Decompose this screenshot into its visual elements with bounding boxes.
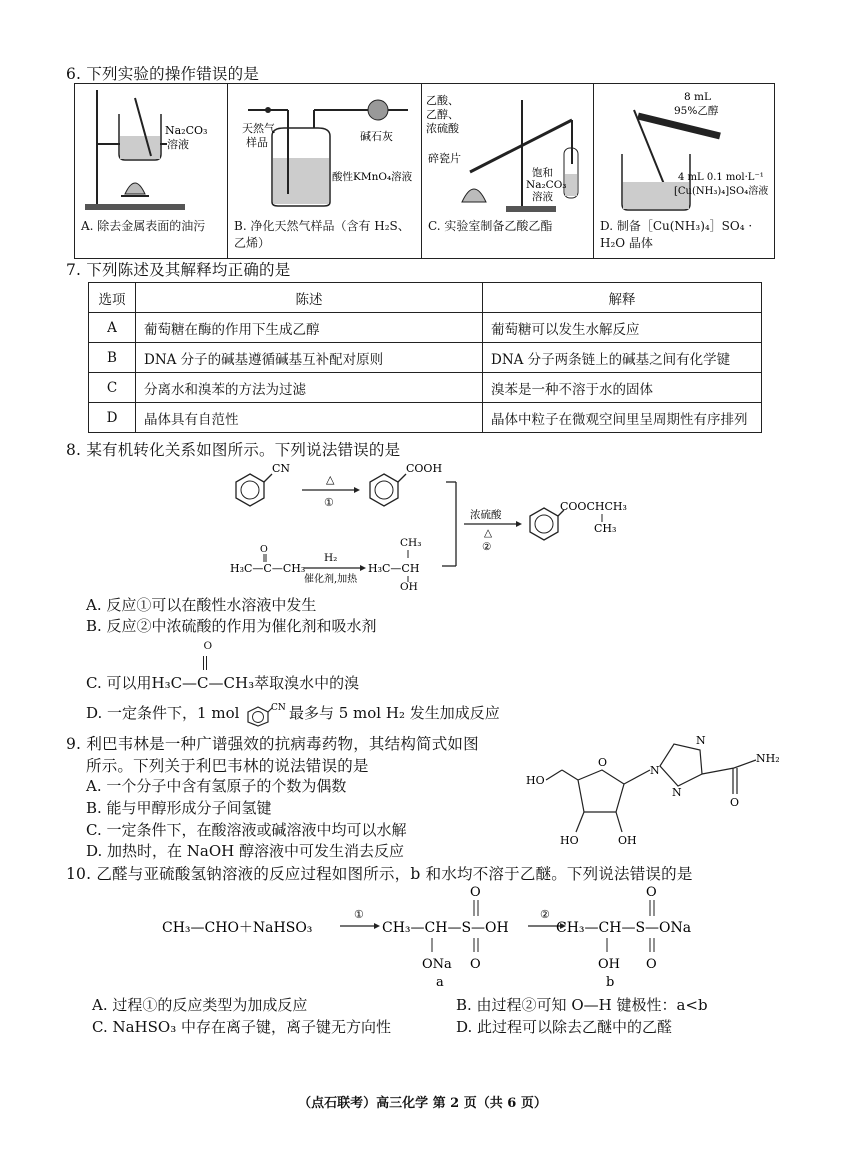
q10-reaction-scheme — [160, 880, 760, 988]
label-saturated: 饱和 — [532, 167, 553, 179]
q9-option-d: D. 加热时，在 NaOH 醇溶液中可发生消去反应 — [86, 842, 405, 860]
label-soda-lime: 碱石灰 — [360, 130, 393, 143]
struct-carbonyl-o: O — [730, 796, 740, 809]
struct-n2: N — [696, 734, 706, 747]
q7-stem: 7. 下列陈述及其解释均正确的是 — [66, 261, 291, 279]
struct-oh-3: OH — [618, 834, 637, 847]
table-row — [89, 313, 762, 343]
q6-figure-a — [75, 84, 228, 259]
struct-ho: HO — [526, 774, 545, 787]
table-header-row — [89, 283, 762, 313]
q10-option-a: A. 过程①的反应类型为加成反应 — [92, 996, 308, 1014]
label-solution-c: 溶液 — [532, 191, 553, 203]
q6-apparatus-table — [74, 83, 775, 259]
label-chips: 碎瓷片 — [428, 152, 461, 165]
scheme-acetone: H₃C—C—CH₃ — [230, 562, 306, 575]
header-option: 选项 — [89, 283, 136, 313]
scheme-alcohol-ch3: CH₃ — [400, 537, 422, 549]
q9-stem-line1: 9. 利巴韦林是一种广谱强效的抗病毒药物，其结构简式如图 — [66, 735, 479, 753]
label-h2so4: 浓硫酸 — [426, 122, 459, 135]
q8-stem: 8. 某有机转化关系如图所示。下列说法错误的是 — [66, 441, 401, 459]
label-conc: 4 mL 0.1 mol·L⁻¹ — [678, 172, 764, 183]
q6-stem: 6. 下列实验的操作错误的是 — [66, 65, 260, 83]
q9-option-b: B. 能与甲醇形成分子间氢键 — [86, 799, 272, 817]
label-complex: [Cu(NH₃)₄]SO₄溶液 — [674, 186, 769, 197]
scheme-step-1: ① — [354, 908, 364, 921]
scheme-label-b: b — [606, 975, 615, 990]
scheme-cn: CN — [272, 462, 291, 475]
scheme-catalyst: 催化剂,加热 — [304, 574, 358, 585]
struct-ring-o: O — [598, 756, 608, 769]
header-statement: 陈述 — [136, 283, 483, 313]
struct-n1: N — [650, 764, 660, 777]
label-8ml: 8 mL — [684, 91, 711, 103]
option-c-oxygen: O — [203, 640, 213, 652]
option-c-suffix: 萃取溴水中的溴 — [254, 674, 360, 692]
row-d-statement: 晶体具有自范性 — [136, 403, 483, 433]
option-c-double-bond — [203, 656, 207, 670]
scheme-intermediate-a: CH₃—CH—S—OH — [382, 920, 509, 936]
row-c-statement: 分离水和溴苯的方法为过滤 — [136, 373, 483, 403]
scheme-step-2: ② — [482, 541, 492, 553]
scheme-reactants: CH₃—CHO＋NaHSO₃ — [162, 920, 313, 936]
scheme-a-o-top: O — [470, 885, 481, 900]
scheme-ketone-o: O — [260, 544, 268, 555]
q8-option-a: A. 反应①可以在酸性水溶液中发生 — [86, 596, 317, 614]
apparatus-d-illustration — [594, 84, 774, 216]
label-natural-gas: 天然气 — [242, 122, 275, 135]
ribavirin-structure — [520, 724, 810, 858]
scheme-ester: COOCHCH₃ — [560, 500, 627, 513]
row-d-explanation: 晶体中粒子在微观空间里呈周期性有序排列 — [483, 403, 762, 433]
table-row — [89, 373, 762, 403]
struct-nh2: NH₂ — [756, 752, 780, 765]
option-c-formula: H₃C—C—CH₃ — [151, 674, 255, 692]
q8-option-b: B. 反应②中浓硫酸的作用为催化剂和吸水剂 — [86, 617, 377, 635]
scheme-h2so4: 浓硫酸 — [470, 509, 502, 521]
scheme-step-1: ① — [324, 496, 334, 509]
q10-stem: 10. 乙醛与亚硫酸氢钠溶液的反应过程如图所示，b 和水均不溶于乙醚。下列说法错误的是 — [66, 865, 693, 883]
scheme-a-ona: ONa — [422, 957, 452, 972]
struct-n3: N — [672, 786, 682, 799]
q6-figure-d — [594, 84, 775, 259]
scheme-ester-ch3: CH₃ — [594, 522, 617, 535]
label-na2co3: Na₂CO₃ — [165, 124, 208, 137]
scheme-h2: H₂ — [324, 552, 338, 564]
scheme-delta-1: △ — [326, 473, 335, 486]
label-na2co3-c: Na₂CO₃ — [526, 179, 567, 191]
q6-figure-c — [422, 84, 594, 259]
row-d-option: D — [89, 403, 136, 433]
q8-option-d — [86, 702, 500, 726]
scheme-cooh: COOH — [406, 462, 443, 475]
header-explanation: 解释 — [483, 283, 762, 313]
scheme-a-o-bottom: O — [470, 957, 481, 972]
row-a-statement: 葡萄糖在酶的作用下生成乙醇 — [136, 313, 483, 343]
scheme-label-a: a — [436, 975, 444, 990]
scheme-b-oh: OH — [598, 957, 620, 972]
label-acetic: 乙酸、 — [426, 94, 459, 107]
scheme-alcohol-oh: OH — [400, 581, 418, 593]
benzonitrile-icon — [244, 702, 284, 726]
q6-figure-b — [228, 84, 422, 259]
row-a-option: A — [89, 313, 136, 343]
q8-option-c — [86, 640, 360, 693]
label-ethanol-95: 95%乙醇 — [674, 105, 719, 117]
q9-option-c: C. 一定条件下，在酸溶液或碱溶液中均可以水解 — [86, 821, 407, 839]
apparatus-b-illustration — [228, 84, 421, 216]
scheme-b-o-bottom: O — [646, 957, 657, 972]
row-b-statement: DNA 分子的碱基遵循碱基互补配对原则 — [136, 343, 483, 373]
q6-caption-a: A. 除去金属表面的油污 — [81, 219, 206, 233]
option-d-cn: CN — [271, 703, 286, 713]
q6-caption-d: D. 制备［Cu(NH₃)₄］SO₄ · H₂O 晶体 — [600, 219, 753, 250]
label-sample: 样品 — [246, 136, 268, 149]
label-solution: 溶液 — [167, 138, 189, 151]
option-d-prefix: D. 一定条件下，1 mol — [86, 704, 240, 722]
option-d-suffix: 最多与 5 mol H₂ 发生加成反应 — [288, 704, 500, 722]
row-c-explanation: 溴苯是一种不溶于水的固体 — [483, 373, 762, 403]
scheme-delta-2: △ — [484, 527, 493, 539]
row-b-explanation: DNA 分子两条链上的碱基之间有化学键 — [483, 343, 762, 373]
q10-option-d: D. 此过程可以除去乙醚中的乙醛 — [456, 1018, 673, 1036]
option-c-prefix: C. 可以用 — [86, 674, 152, 692]
scheme-step-2: ② — [540, 908, 550, 921]
q9-stem-line2: 所示。下列关于利巴韦林的说法错误的是 — [86, 757, 369, 775]
q6-caption-b: B. 净化天然气样品（含有 H₂S、乙烯） — [234, 219, 410, 250]
q10-option-c: C. NaHSO₃ 中存在离子键，离子键无方向性 — [92, 1018, 391, 1036]
scheme-alcohol: H₃C—CH — [368, 562, 420, 575]
struct-ho-2: HO — [560, 834, 579, 847]
table-row — [89, 343, 762, 373]
table-row — [89, 403, 762, 433]
label-ethanol: 乙醇、 — [426, 108, 459, 121]
q9-option-a: A. 一个分子中含有氢原子的个数为偶数 — [86, 777, 347, 795]
q6-caption-c: C. 实验室制备乙酸乙酯 — [428, 219, 553, 233]
q8-reaction-scheme — [220, 456, 660, 592]
page-footer: （点石联考）高三化学 第 2 页（共 6 页） — [298, 1096, 547, 1111]
scheme-product-b: CH₃—CH—S—ONa — [556, 920, 692, 936]
row-c-option: C — [89, 373, 136, 403]
apparatus-a-illustration — [75, 84, 227, 216]
q10-option-b: B. 由过程②可知 O—H 键极性：a<b — [456, 996, 708, 1014]
row-b-option: B — [89, 343, 136, 373]
q7-table — [88, 282, 762, 433]
apparatus-c-illustration — [422, 84, 593, 216]
row-a-explanation: 葡萄糖可以发生水解反应 — [483, 313, 762, 343]
label-kmno4: 酸性KMnO₄溶液 — [332, 171, 413, 183]
scheme-b-o-top: O — [646, 885, 657, 900]
